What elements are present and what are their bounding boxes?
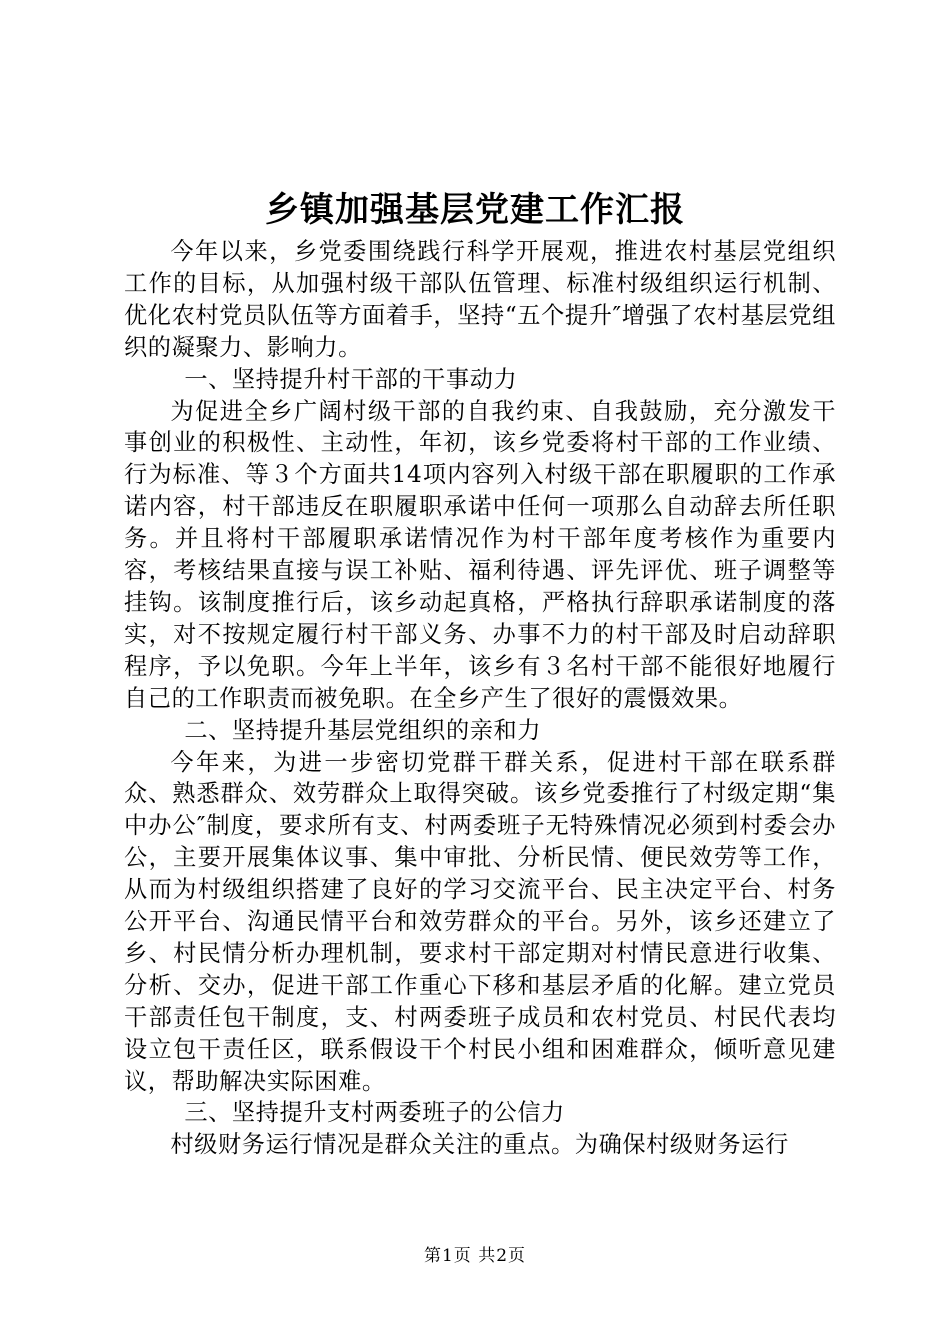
paragraph-intro: 今年以来，乡党委围绕践行科学开展观，推进农村基层党组织工作的目标，从加强村级干部队伍管理、标准村级组织运行机制、优化农村党员队伍等方面着手，坚持“五个提升″增强了农村基层党组织的凝聚力、影响力。 (124, 238, 836, 361)
paragraph-section-3: 村级财务运行情况是群众关注的重点。为确保村级财务运行 (170, 1131, 789, 1159)
section-heading-1: 一、坚持提升村干部的干事动力 (184, 365, 518, 393)
page-footer: 第1页 共2页 (423, 1246, 527, 1266)
document-title: 乡镇加强基层党建工作汇报 (265, 190, 685, 230)
document-body (124, 236, 836, 1161)
paragraph-section-1: 为促进全乡广阔村级干部的自我约束、自我鼓励，充分激发干事创业的积极性、主动性，年初，该乡党委将村干部的工作业绩、行为标准、等３个方面共14项内容列入村级干部在职履职的工作承诺内容，村干部违反在职履职承诺中任何一项那么自动辞去所任职务。并且将村干部履职承诺情况作为村干部年度考核作为重要内容，考核结果直接与误工补贴、福利待遇、评先评优、班子调整等挂钩。该制度推行后，该乡动起真格，严格执行辞职承诺制度的落实，对不按规定履行村干部义务、办事不力的村干部及时启动辞职程序，予以免职。今年上半年，该乡有３名村干部不能很好地履行自己的工作职责而被免职。在全乡产生了很好的震慑效果。 (124, 397, 836, 712)
section-heading-2: 二、坚持提升基层党组织的亲和力 (184, 716, 542, 744)
paragraph-section-2: 今年来，为进一步密切党群干群关系，促进村干部在联系群众、熟悉群众、效劳群众上取得突破。该乡党委推行了村级定期“集中办公″制度，要求所有支、村两委班子无特殊情况必须到村委会办公，主要开展集体议事、集中审批、分析民情、便民效劳等工作，从而为村级组织搭建了良好的学习交流平台、民主决定平台、村务公开平台、沟通民情平台和效劳群众的平台。另外，该乡还建立了乡、村民情分析办理机制，要求村干部定期对村情民意进行收集、分析、交办，促进干部工作重心下移和基层矛盾的化解。建立党员干部责任包干制度，支、村两委班子成员和农村党员、村民代表均设立包干责任区，联系假设干个村民小组和困难群众，倾听意见建议，帮助解决实际困难。 (124, 748, 836, 1095)
section-heading-3: 三、坚持提升支村两委班子的公信力 (184, 1099, 565, 1127)
